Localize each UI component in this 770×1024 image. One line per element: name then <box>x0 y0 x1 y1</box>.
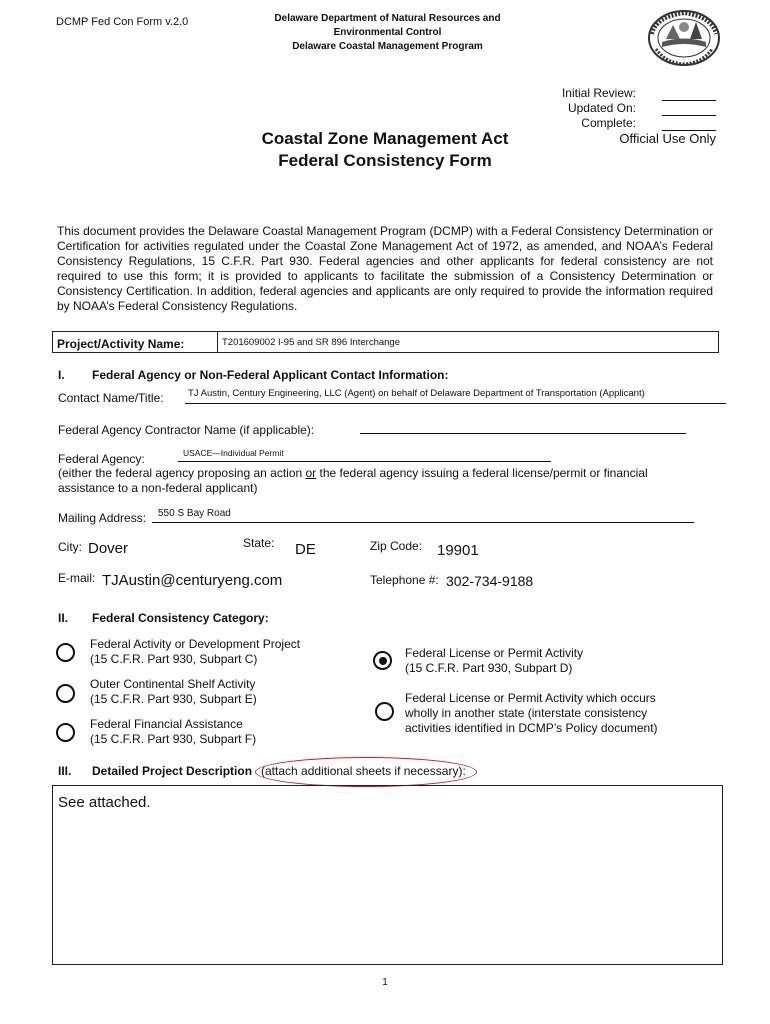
option-ocs-activity-line2: (15 C.F.R. Part 930, Subpart E) <box>90 692 257 706</box>
radio-interstate-permit[interactable] <box>375 702 394 721</box>
option-interstate-permit-line1: Federal License or Permit Activity which occurs <box>405 691 656 705</box>
federal-agency-note-or: or <box>305 466 317 480</box>
option-federal-activity-line2: (15 C.F.R. Part 930, Subpart C) <box>90 652 258 666</box>
federal-agency-note-c: assistance to a non-federal applicant) <box>58 481 258 495</box>
mailing-address-underline <box>152 522 694 523</box>
federal-agency-note-a: (either the federal agency proposing an action <box>58 466 306 480</box>
option-interstate-permit-line3: activities identified in DCMP’s Policy document) <box>405 721 658 735</box>
option-ocs-activity <box>90 677 257 707</box>
contractor-underline <box>360 433 686 434</box>
description-text: See attached. <box>58 794 151 811</box>
section-1-number: I. <box>58 368 65 382</box>
option-license-permit-line1: Federal License or Permit Activity <box>405 646 584 660</box>
option-financial-assistance <box>90 717 256 747</box>
title-line-2: Federal Consistency Form <box>278 151 492 170</box>
initial-review-label: Initial Review: <box>561 86 636 100</box>
page-number: 1 <box>382 977 388 988</box>
title-line-1: Coastal Zone Management Act <box>261 129 509 148</box>
section-1-title: Federal Agency or Non-Federal Applicant Contact Information: <box>92 368 449 382</box>
description-box[interactable] <box>52 785 723 965</box>
official-use-label: Official Use Only <box>619 131 716 146</box>
form-title <box>200 128 570 172</box>
city-label: City: <box>58 540 82 554</box>
agency-line-2: Environmental Control <box>333 27 442 38</box>
option-federal-activity <box>90 637 300 667</box>
section-3-note: (attach additional sheets if necessary): <box>261 764 466 778</box>
telephone-field[interactable]: 302-734-9188 <box>446 573 534 589</box>
option-license-permit <box>405 646 583 676</box>
city-field[interactable]: Dover <box>88 540 129 557</box>
complete-blank <box>662 118 716 131</box>
contractor-label: Federal Agency Contractor Name (if applicable): <box>58 423 315 437</box>
updated-on-blank <box>662 103 716 116</box>
initial-review-blank <box>662 88 716 101</box>
section-2-title: Federal Consistency Category: <box>92 611 269 625</box>
option-interstate-permit <box>405 691 658 736</box>
radio-license-permit[interactable] <box>373 651 392 670</box>
radio-financial-assistance[interactable] <box>56 723 75 742</box>
state-label: State: <box>243 536 275 550</box>
option-financial-assistance-line2: (15 C.F.R. Part 930, Subpart F) <box>90 732 257 746</box>
annotation-oval <box>255 757 477 787</box>
dcmp-seal-logo <box>646 9 722 67</box>
federal-agency-note-b: the federal agency issuing a federal license/permit or financial <box>316 466 648 480</box>
telephone-label: Telephone #: <box>370 573 439 587</box>
option-interstate-permit-line2: wholly in another state (interstate consistency <box>405 706 648 720</box>
contact-name-label: Contact Name/Title: <box>58 391 164 405</box>
agency-line-3: Delaware Coastal Management Program <box>292 41 483 52</box>
radio-ocs-activity[interactable] <box>56 684 75 703</box>
zip-label: Zip Code: <box>370 539 423 553</box>
email-label: E-mail: <box>58 571 96 585</box>
option-license-permit-line2: (15 C.F.R. Part 930, Subpart D) <box>405 661 573 675</box>
federal-agency-field[interactable]: USACE—Individual Permit <box>183 448 284 458</box>
mailing-address-label: Mailing Address: <box>58 511 147 525</box>
section-2-number: II. <box>58 611 69 625</box>
contact-name-field[interactable]: TJ Austin, Century Engineering, LLC (Agent) on behalf of Delaware Department of Transportation (Applicant) <box>188 388 645 399</box>
section-3-title: Detailed Project Description <box>92 764 253 778</box>
option-federal-activity-line1: Federal Activity or Development Project <box>90 637 301 651</box>
contact-name-underline <box>185 403 726 404</box>
state-field[interactable]: DE <box>295 541 316 558</box>
updated-on-label: Updated On: <box>567 101 636 115</box>
intro-paragraph: This document provides the Delaware Coastal Management Program (DCMP) with a Federal Consistency Determination or Certification for activities regulated under the Coastal Zone Management Act of 1972, as amended, and NOAA’s Federal Consistency Regulations, 15 C.F.R. Part 930. Federal agencies and other applicants for federal consistency are not required to use this form; it is provided to applicants to facilitate the submission of a Consistency Determination or Consistency Certification. In addition, federal agencies and applicants are only required to provide the information required by NOAA’s Federal Consistency Regulations. <box>57 224 713 313</box>
email-field[interactable]: TJAustin@centuryeng.com <box>102 572 283 589</box>
agency-header <box>255 12 520 54</box>
mailing-address-field[interactable]: 550 S Bay Road <box>158 508 231 519</box>
federal-agency-label: Federal Agency: <box>58 452 145 466</box>
official-use-block <box>546 86 716 146</box>
complete-label: Complete: <box>581 116 636 130</box>
option-ocs-activity-line1: Outer Continental Shelf Activity <box>90 677 256 691</box>
project-name-label: Project/Activity Name: <box>53 332 218 352</box>
project-name-field[interactable]: T201609002 I-95 and SR 896 Interchange <box>222 337 400 348</box>
form-version: DCMP Fed Con Form v.2.0 <box>56 16 189 28</box>
section-3-number: III. <box>58 764 72 778</box>
option-financial-assistance-line1: Federal Financial Assistance <box>90 717 243 731</box>
federal-agency-note <box>58 466 648 480</box>
project-name-row <box>52 331 719 353</box>
agency-line-1: Delaware Department of Natural Resources and <box>274 13 501 24</box>
radio-federal-activity[interactable] <box>56 643 75 662</box>
federal-agency-underline <box>178 461 551 462</box>
zip-field[interactable]: 19901 <box>437 542 479 559</box>
